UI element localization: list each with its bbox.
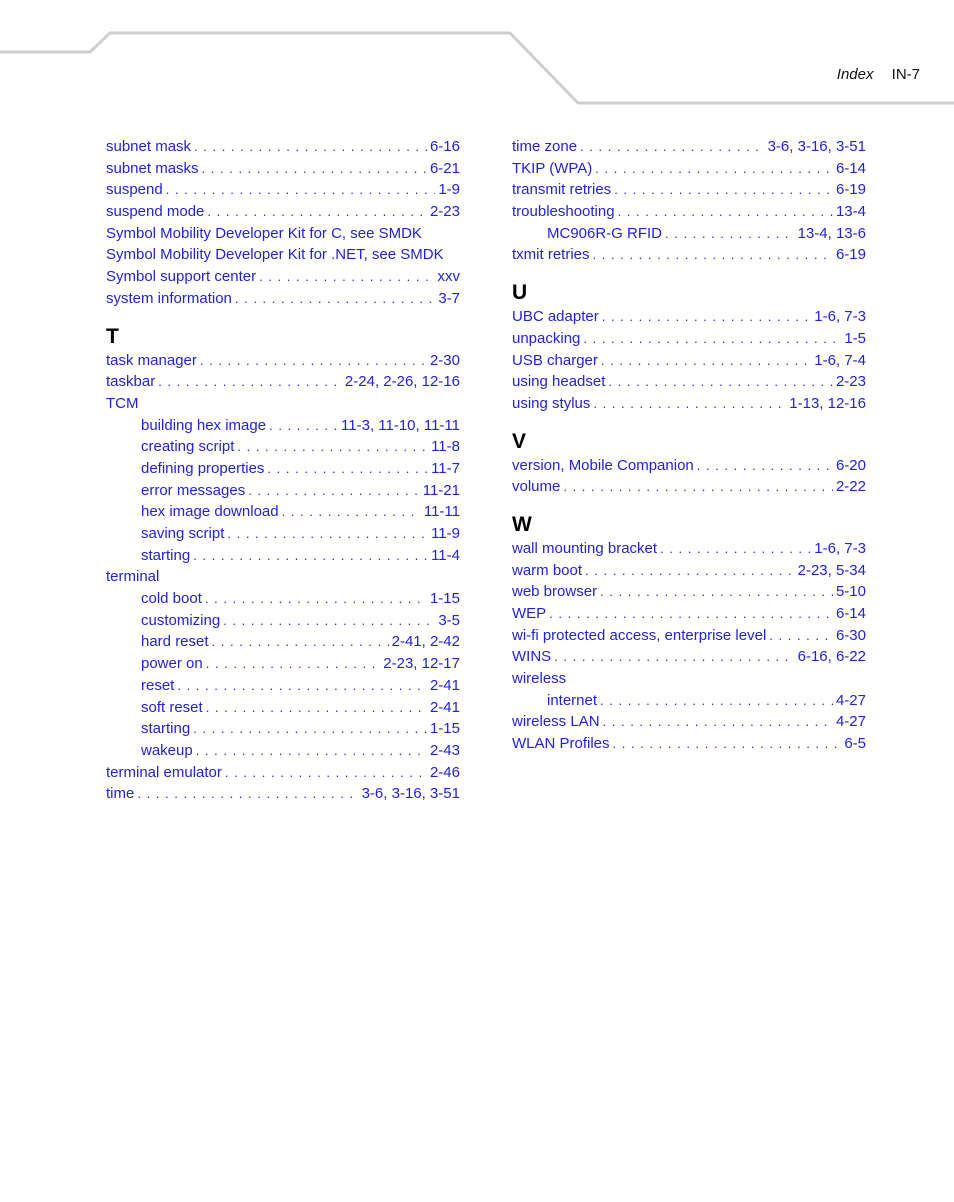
dot-leader — [614, 179, 833, 201]
index-entry[interactable] — [106, 393, 460, 415]
entry-term: TKIP (WPA) — [512, 159, 593, 177]
entry-term: task manager — [106, 351, 197, 369]
dot-leader — [225, 762, 427, 784]
entry-term: using stylus — [512, 394, 591, 412]
index-entry[interactable] — [512, 350, 866, 372]
entry-term: time zone — [512, 138, 578, 155]
dot-leader — [593, 244, 833, 266]
index-entry[interactable] — [512, 393, 866, 415]
entry-page-refs[interactable]: 1-5 — [844, 329, 866, 347]
entry-page-refs[interactable]: xxv — [437, 268, 460, 286]
entry-page-refs[interactable]: 2-46 — [429, 763, 460, 781]
entry-page-refs[interactable]: 11-8 — [431, 438, 460, 456]
entry-term: UBC adapter — [512, 308, 599, 326]
entry-term: unpacking — [512, 329, 581, 347]
entry-term: time — [106, 785, 135, 803]
index-entry[interactable] — [106, 371, 460, 393]
entry-term: starting — [141, 546, 191, 564]
dot-leader — [259, 266, 434, 288]
index-entry[interactable] — [512, 581, 866, 603]
entry-page-refs[interactable]: 2-41, 2-42 — [391, 633, 460, 651]
entry-page-refs[interactable]: 4-27 — [835, 713, 866, 731]
index-subentry[interactable] — [106, 523, 460, 545]
index-column-left — [106, 136, 460, 805]
entry-page-refs[interactable]: 4-27 — [835, 691, 866, 709]
dot-leader — [202, 158, 427, 180]
entry-page-refs[interactable]: 13-4 — [835, 203, 866, 221]
section-letter: V — [512, 429, 527, 453]
entry-page-refs[interactable]: 6-14 — [835, 605, 866, 622]
index-entry[interactable] — [512, 201, 866, 223]
dot-leader — [212, 631, 389, 653]
index-subentry[interactable] — [106, 415, 460, 437]
index-subentry[interactable] — [106, 631, 460, 653]
index-entry[interactable] — [512, 244, 866, 266]
dot-leader — [193, 545, 428, 567]
dot-leader — [593, 393, 786, 415]
index-subentry[interactable] — [512, 223, 866, 245]
dot-leader — [207, 201, 427, 223]
entry-page-refs[interactable]: 5-10 — [835, 583, 866, 601]
entry-page-refs[interactable]: 2-23, 12-17 — [383, 655, 460, 673]
entry-term: using headset — [512, 373, 606, 391]
index-subentry[interactable] — [106, 480, 460, 502]
dot-leader — [554, 646, 794, 668]
entry-term: Symbol support center — [106, 268, 257, 286]
entry-page-refs[interactable]: 3-5 — [438, 611, 460, 629]
entry-page-refs[interactable]: 1-9 — [438, 181, 460, 199]
index-entry[interactable] — [106, 179, 460, 201]
dot-leader — [601, 350, 811, 372]
entry-term: terminal emulator — [106, 763, 222, 781]
index-entry[interactable] — [106, 288, 460, 310]
entry-term: customizing — [141, 611, 221, 629]
index-entry[interactable] — [512, 711, 866, 733]
entry-page-refs[interactable]: 2-41 — [429, 698, 460, 716]
entry-page-refs[interactable]: 6-16 — [429, 138, 460, 155]
section-letter: U — [512, 281, 528, 305]
entry-term: saving script — [141, 525, 225, 542]
entry-term: WEP — [512, 605, 547, 622]
index-subentry[interactable] — [106, 610, 460, 632]
entry-term: troubleshooting — [512, 203, 615, 221]
entry-term: TCM — [106, 394, 139, 412]
index-entry[interactable] — [106, 566, 460, 588]
entry-term: version, Mobile Companion — [512, 456, 694, 474]
index-entry[interactable] — [512, 179, 866, 201]
dot-leader — [193, 718, 427, 740]
index-entry[interactable] — [512, 603, 866, 625]
entry-page-refs[interactable]: 11-4 — [431, 546, 460, 564]
index-entry[interactable] — [106, 158, 460, 180]
index-entry[interactable] — [512, 371, 866, 393]
index-subentry[interactable] — [106, 458, 460, 480]
index-subentry[interactable] — [106, 718, 460, 740]
entry-page-refs[interactable]: 1-13, 12-16 — [789, 394, 866, 412]
dot-leader — [600, 690, 833, 712]
dot-leader — [166, 179, 436, 201]
index-subentry[interactable] — [106, 675, 460, 697]
entry-page-refs[interactable]: 2-23 — [835, 373, 866, 391]
dot-leader — [227, 523, 428, 545]
index-entry[interactable] — [106, 350, 460, 372]
entry-term: soft reset — [141, 698, 203, 716]
index-entry[interactable] — [512, 560, 866, 582]
entry-term: hard reset — [141, 633, 209, 651]
dot-leader — [200, 350, 427, 372]
index-subentry[interactable] — [106, 697, 460, 719]
dot-leader — [697, 455, 833, 477]
entry-term: wi-fi protected access, enterprise level — [512, 626, 767, 644]
index-entry[interactable] — [512, 476, 866, 498]
index-entry[interactable] — [106, 266, 460, 288]
index-subentry[interactable] — [106, 740, 460, 762]
dot-leader — [196, 740, 427, 762]
index-entry[interactable] — [106, 223, 460, 245]
entry-page-refs[interactable]: 11-7 — [431, 459, 460, 477]
entry-page-refs[interactable]: 6-14 — [835, 159, 866, 177]
index-subentry[interactable] — [512, 690, 866, 712]
entry-page-refs[interactable]: 2-30 — [429, 351, 460, 369]
dot-leader — [235, 288, 435, 310]
dot-leader — [665, 223, 795, 245]
entry-term: Symbol Mobility Developer Kit for C, see SMDK — [106, 224, 422, 242]
entry-page-refs[interactable]: 6-19 — [835, 246, 866, 264]
entry-page-refs[interactable]: 6-5 — [844, 735, 866, 753]
dot-leader — [580, 136, 765, 158]
index-entry[interactable] — [106, 762, 460, 784]
dot-leader — [585, 560, 795, 582]
entry-page-refs[interactable]: 2-22 — [835, 478, 866, 496]
dot-leader — [206, 697, 427, 719]
entry-page-refs[interactable]: 1-15 — [429, 590, 460, 608]
page-number: IN-7 — [891, 66, 920, 83]
entry-term: reset — [141, 676, 175, 694]
entry-term: wall mounting bracket — [512, 539, 658, 557]
index-column-right — [512, 136, 866, 755]
entry-term: wakeup — [141, 741, 193, 759]
entry-term: subnet mask — [106, 138, 192, 155]
entry-term: starting — [141, 720, 191, 738]
index-subentry[interactable] — [106, 545, 460, 567]
entry-page-refs[interactable]: 3-6, 3-16, 3-51 — [767, 138, 866, 155]
index-subentry[interactable] — [106, 436, 460, 458]
dot-leader — [177, 675, 427, 697]
index-entry[interactable] — [512, 328, 866, 350]
dot-leader — [205, 588, 427, 610]
dot-leader — [267, 458, 428, 480]
dot-leader — [237, 436, 428, 458]
entry-term: USB charger — [512, 351, 598, 369]
index-entry[interactable] — [512, 733, 866, 755]
entry-term: transmit retries — [512, 181, 612, 199]
index-entry[interactable] — [512, 538, 866, 560]
index-entry[interactable] — [106, 783, 460, 805]
entry-page-refs[interactable]: 2-23 — [429, 203, 460, 221]
dot-leader — [600, 581, 833, 603]
index-entry[interactable] — [512, 136, 866, 158]
dot-leader — [613, 733, 842, 755]
dot-leader — [206, 653, 381, 675]
dot-leader — [660, 538, 811, 560]
dot-leader — [618, 201, 833, 223]
entry-term: taskbar — [106, 373, 156, 391]
entry-term: power on — [141, 655, 203, 673]
index-entry[interactable] — [512, 306, 866, 328]
entry-page-refs[interactable]: 2-24, 2-26, 12-16 — [344, 373, 460, 391]
dot-leader — [583, 328, 841, 350]
entry-term: subnet masks — [106, 159, 199, 177]
entry-page-refs[interactable]: 6-20 — [835, 456, 866, 474]
header-tab-decoration — [0, 0, 954, 110]
entry-term: wireless — [512, 670, 567, 688]
dot-leader — [608, 371, 833, 393]
dot-leader — [549, 603, 833, 625]
entry-page-refs[interactable]: 6-30 — [835, 626, 866, 644]
page-header — [837, 66, 920, 83]
entry-term: web browser — [512, 583, 598, 601]
entry-page-refs[interactable]: 1-6, 7-4 — [814, 351, 866, 369]
entry-page-refs[interactable]: 1-6, 7-3 — [814, 539, 866, 557]
entry-term: MC906R-G RFID — [547, 224, 663, 242]
entry-term: internet — [547, 691, 598, 709]
entry-term: cold boot — [141, 590, 202, 608]
dot-leader — [602, 306, 812, 328]
entry-term: creating script — [141, 438, 235, 456]
entry-term: building hex image — [141, 416, 267, 434]
dot-leader — [563, 476, 833, 498]
entry-page-refs[interactable]: 3-6, 3-16, 3-51 — [361, 785, 460, 803]
dot-leader — [282, 501, 421, 523]
index-entry[interactable] — [512, 646, 866, 668]
dot-leader — [595, 158, 833, 180]
entry-page-refs[interactable]: 2-23, 5-34 — [797, 561, 866, 579]
index-entry[interactable] — [512, 668, 866, 690]
entry-page-refs[interactable]: 1-15 — [429, 720, 460, 738]
entry-page-refs[interactable]: 3-7 — [438, 289, 460, 307]
dot-leader — [269, 415, 338, 437]
dot-leader — [769, 625, 833, 647]
entry-page-refs[interactable]: 6-21 — [429, 159, 460, 177]
index-entry[interactable] — [106, 201, 460, 223]
section-letter: T — [106, 324, 119, 348]
index-entry[interactable] — [106, 136, 460, 158]
entry-page-refs[interactable]: 11-11 — [423, 503, 460, 521]
entry-page-refs[interactable]: 1-6, 7-3 — [814, 308, 866, 326]
dot-leader — [248, 480, 420, 502]
entry-term: suspend — [106, 181, 163, 199]
entry-term: suspend mode — [106, 203, 205, 221]
entry-term: volume — [512, 478, 561, 496]
entry-term: hex image download — [141, 503, 279, 521]
entry-page-refs[interactable]: 13-4, 13-6 — [797, 224, 866, 242]
entry-page-refs[interactable]: 6-16, 6-22 — [797, 648, 866, 666]
index-subentry[interactable] — [106, 653, 460, 675]
entry-term: Symbol Mobility Developer Kit for .NET, see SMDK — [106, 246, 444, 264]
entry-term: wireless LAN — [512, 713, 600, 731]
dot-leader — [194, 136, 427, 158]
entry-term: system information — [106, 289, 232, 307]
entry-term: error messages — [141, 481, 246, 499]
entry-page-refs[interactable]: 11-21 — [422, 481, 460, 499]
entry-term: WLAN Profiles — [512, 735, 610, 753]
header-label: Index — [836, 66, 874, 83]
entry-term: txmit retries — [512, 246, 590, 264]
dot-leader — [137, 783, 358, 805]
section-letter: W — [512, 512, 532, 536]
index-subentry[interactable] — [106, 588, 460, 610]
entry-page-refs[interactable]: 2-43 — [429, 741, 460, 759]
entry-page-refs[interactable]: 6-19 — [835, 181, 866, 199]
index-entry[interactable] — [512, 625, 866, 647]
index-entry[interactable] — [106, 244, 460, 266]
dot-leader — [158, 371, 342, 393]
entry-page-refs[interactable]: 11-9 — [431, 525, 460, 542]
entry-term: warm boot — [512, 561, 583, 579]
entry-term: defining properties — [141, 459, 265, 477]
entry-page-refs[interactable]: 2-41 — [429, 676, 460, 694]
entry-term: WINS — [512, 648, 552, 666]
index-subentry[interactable] — [106, 501, 460, 523]
dot-leader — [223, 610, 435, 632]
index-entry[interactable] — [512, 158, 866, 180]
dot-leader — [603, 711, 833, 733]
entry-term: terminal — [106, 568, 160, 586]
index-entry[interactable] — [512, 455, 866, 477]
entry-page-refs[interactable]: 11-3, 11-10, 11-11 — [341, 416, 460, 434]
